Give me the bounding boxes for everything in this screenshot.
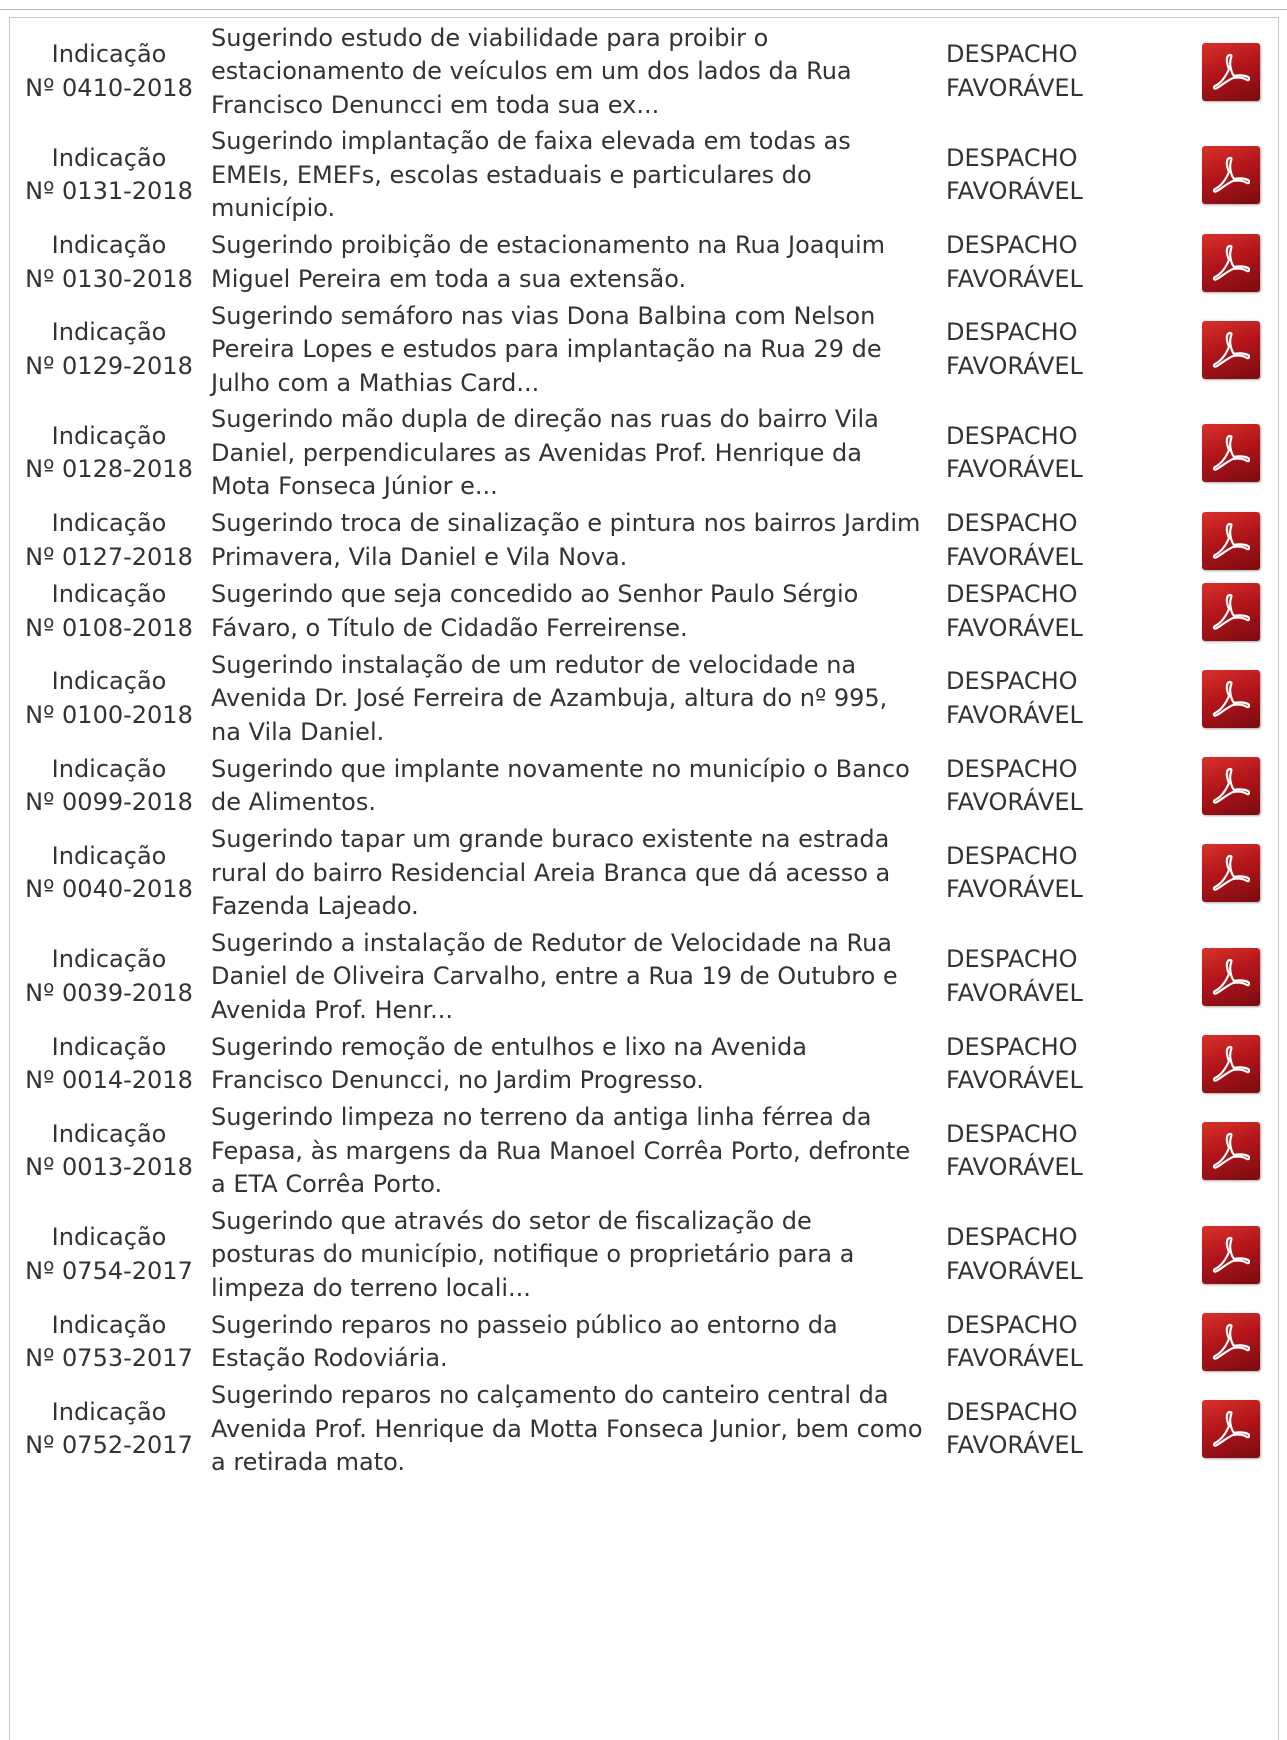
document-number: Nº 0100-2018 [25,700,193,729]
status-line-1: DESPACHO [946,421,1078,450]
document-status [931,298,1186,402]
pdf-icon[interactable] [1202,583,1260,641]
status-line-2: FAVORÁVEL [946,542,1083,571]
document-id-cell [11,647,207,751]
document-description: Sugerindo reparos no passeio público ao entorno da Estação Rodoviária. [211,1310,838,1372]
status-line-1: DESPACHO [946,40,1078,69]
document-status [931,20,1186,124]
pdf-icon[interactable] [1202,1313,1260,1371]
document-id-cell [11,1378,207,1482]
document-status [931,751,1186,822]
document-number: Nº 0128-2018 [25,455,193,484]
documents-table-body [11,20,1271,1481]
pdf-icon[interactable] [1202,1035,1260,1093]
pdf-icon[interactable] [1202,43,1260,101]
pdf-cell [1186,751,1271,822]
status-line-2: FAVORÁVEL [946,351,1083,380]
pdf-cell [1186,647,1271,751]
table-row [11,20,1271,124]
document-description: Sugerindo limpeza no terreno da antiga linha férrea da Fepasa, às margens da Rua Manoel Corrêa Porto, defronte a ETA Corrêa Porto. [211,1103,911,1198]
status-line-2: FAVORÁVEL [946,875,1083,904]
document-kind: Indicação [51,421,167,450]
status-line-1: DESPACHO [946,667,1078,696]
pdf-cell [1186,1378,1271,1482]
document-status [931,925,1186,1029]
pdf-cell [1186,124,1271,228]
table-row [11,402,1271,506]
document-number: Nº 0127-2018 [25,542,193,571]
document-description: Sugerindo tapar um grande buraco existente na estrada rural do bairro Residencial Areia Branca que dá acesso a Fazenda Lajeado. [211,825,891,920]
document-status [931,1203,1186,1307]
document-description: Sugerindo estudo de viabilidade para proibir o estacionamento de veículos em um dos lados da Rua Francisco Denuncci em toda sua ex... [211,23,852,119]
document-id-cell [11,1307,207,1378]
table-row [11,647,1271,751]
pdf-icon[interactable] [1202,948,1260,1006]
table-row [11,298,1271,402]
document-id-cell [11,298,207,402]
document-kind: Indicação [51,945,167,974]
document-id-cell [11,576,207,647]
status-line-2: FAVORÁVEL [946,613,1083,642]
status-line-1: DESPACHO [946,1119,1078,1148]
pdf-cell [1186,822,1271,926]
status-line-2: FAVORÁVEL [946,1153,1083,1182]
document-number: Nº 0752-2017 [25,1431,193,1460]
pdf-cell [1186,20,1271,124]
pdf-cell [1186,1307,1271,1378]
pdf-cell [1186,576,1271,647]
table-row [11,124,1271,228]
status-line-1: DESPACHO [946,318,1078,347]
table-row [11,751,1271,822]
status-line-2: FAVORÁVEL [946,177,1083,206]
status-line-1: DESPACHO [946,1310,1078,1339]
document-kind: Indicação [51,318,167,347]
pdf-icon[interactable] [1202,234,1260,292]
status-line-1: DESPACHO [946,841,1078,870]
document-status [931,647,1186,751]
document-description: Sugerindo que implante novamente no município o Banco de Alimentos. [211,754,910,816]
document-id-cell [11,124,207,228]
pdf-cell [1186,227,1271,298]
pdf-cell [1186,1203,1271,1307]
document-kind: Indicação [51,1119,167,1148]
document-id-cell [11,1029,207,1100]
document-number: Nº 0013-2018 [25,1153,193,1182]
pdf-icon[interactable] [1202,1400,1260,1458]
status-line-2: FAVORÁVEL [946,1431,1083,1460]
document-status [931,124,1186,228]
document-kind: Indicação [51,40,167,69]
table-row [11,822,1271,926]
pdf-cell [1186,1100,1271,1204]
status-line-2: FAVORÁVEL [946,455,1083,484]
pdf-icon[interactable] [1202,424,1260,482]
status-line-2: FAVORÁVEL [946,788,1083,816]
pdf-cell [1186,925,1271,1029]
document-id-cell [11,1203,207,1307]
status-line-2: FAVORÁVEL [946,264,1083,293]
document-status [931,505,1186,576]
document-description: Sugerindo implantação de faixa elevada em todas as EMEIs, EMEFs, escolas estaduais e particulares do município. [211,127,851,222]
document-id-cell [11,227,207,298]
pdf-icon[interactable] [1202,844,1260,902]
document-number: Nº 0108-2018 [25,613,193,642]
document-id-cell [11,505,207,576]
table-row [11,505,1271,576]
top-divider [0,0,1287,10]
document-number: Nº 0130-2018 [25,264,193,293]
table-row [11,1029,1271,1100]
document-status [931,1307,1186,1378]
pdf-icon[interactable] [1202,321,1260,379]
documents-table [11,20,1271,1481]
document-id-cell [11,751,207,822]
pdf-icon[interactable] [1202,670,1260,728]
document-kind: Indicação [51,509,167,537]
document-kind: Indicação [51,841,167,870]
document-kind: Indicação [51,754,167,783]
document-number: Nº 0014-2018 [25,1066,193,1094]
document-status [931,576,1186,647]
document-status [931,402,1186,506]
document-kind: Indicação [51,1223,167,1252]
status-line-2: FAVORÁVEL [946,700,1083,729]
document-kind: Indicação [51,1032,167,1061]
pdf-cell [1186,298,1271,402]
document-number: Nº 0039-2018 [25,978,193,1007]
table-row [11,1307,1271,1378]
document-number: Nº 0040-2018 [25,875,193,904]
document-status [931,227,1186,298]
table-row [11,576,1271,647]
table-row [11,1203,1271,1307]
document-kind: Indicação [51,1397,167,1426]
status-line-2: FAVORÁVEL [946,978,1083,1007]
document-description: Sugerindo semáforo nas vias Dona Balbina com Nelson Pereira Lopes e estudos para implantação na Rua 29 de Julho com a Mathias Card... [211,301,882,397]
document-description: Sugerindo a instalação de Redutor de Velocidade na Rua Daniel de Oliveira Carvalho, entre a Rua 19 de Outubro e Avenida Prof. Henr... [211,928,898,1024]
pdf-icon[interactable] [1202,1122,1260,1180]
document-number: Nº 0129-2018 [25,351,193,380]
pdf-cell [1186,402,1271,506]
document-kind: Indicação [51,231,167,259]
document-number: Nº 0753-2017 [25,1344,193,1372]
document-status [931,1029,1186,1100]
document-id-cell [11,402,207,506]
status-line-1: DESPACHO [946,754,1078,783]
pdf-icon[interactable] [1202,757,1260,815]
pdf-cell [1186,1029,1271,1100]
status-line-2: FAVORÁVEL [946,1344,1083,1372]
document-status [931,1378,1186,1482]
document-kind: Indicação [51,1310,167,1339]
document-kind: Indicação [51,667,167,696]
status-line-1: DESPACHO [946,1223,1078,1252]
document-description: Sugerindo remoção de entulhos e lixo na Avenida Francisco Denuncci, no Jardim Progresso. [211,1032,807,1094]
document-kind: Indicação [51,580,167,608]
document-status [931,822,1186,926]
table-row [11,1378,1271,1482]
document-number: Nº 0410-2018 [25,73,193,102]
document-id-cell [11,1100,207,1204]
status-line-1: DESPACHO [946,143,1078,172]
status-line-1: DESPACHO [946,1032,1078,1061]
pdf-cell [1186,505,1271,576]
document-status [931,1100,1186,1204]
status-line-1: DESPACHO [946,945,1078,974]
document-description: Sugerindo que seja concedido ao Senhor Paulo Sérgio Fávaro, o Título de Cidadão Ferreirense. [211,580,859,642]
pdf-icon[interactable] [1202,146,1260,204]
document-description: Sugerindo troca de sinalização e pintura nos bairros Jardim Primavera, Vila Daniel e Vila Nova. [211,509,921,571]
document-description: Sugerindo instalação de um redutor de velocidade na Avenida Dr. José Ferreira de Azambuja, altura do nº 995, na Vila Daniel. [211,650,888,746]
document-description: Sugerindo reparos no calçamento do canteiro central da Avenida Prof. Henrique da Motta Fonseca Junior, bem como a retirada mato. [211,1381,923,1476]
status-line-1: DESPACHO [946,1397,1078,1426]
document-number: Nº 0131-2018 [25,177,193,206]
table-row [11,227,1271,298]
document-number: Nº 0754-2017 [25,1256,193,1285]
table-row [11,1100,1271,1204]
status-line-1: DESPACHO [946,580,1078,608]
document-id-cell [11,822,207,926]
document-description: Sugerindo proibição de estacionamento na Rua Joaquim Miguel Pereira em toda a sua extensão. [211,231,885,293]
status-line-2: FAVORÁVEL [946,73,1083,102]
table-row [11,925,1271,1029]
document-id-cell [11,20,207,124]
pdf-icon[interactable] [1202,1226,1260,1284]
document-id-cell [11,925,207,1029]
status-line-2: FAVORÁVEL [946,1066,1083,1094]
status-line-2: FAVORÁVEL [946,1256,1083,1285]
document-kind: Indicação [51,143,167,172]
document-number: Nº 0099-2018 [25,788,193,816]
status-line-1: DESPACHO [946,509,1078,537]
pdf-icon[interactable] [1202,512,1260,570]
document-description: Sugerindo mão dupla de direção nas ruas do bairro Vila Daniel, perpendiculares as Avenidas Prof. Henrique da Mota Fonseca Júnior e... [211,405,879,500]
status-line-1: DESPACHO [946,231,1078,259]
document-description: Sugerindo que através do setor de fiscalização de posturas do município, notifique o proprietário para a limpeza do terreno locali... [211,1206,855,1302]
